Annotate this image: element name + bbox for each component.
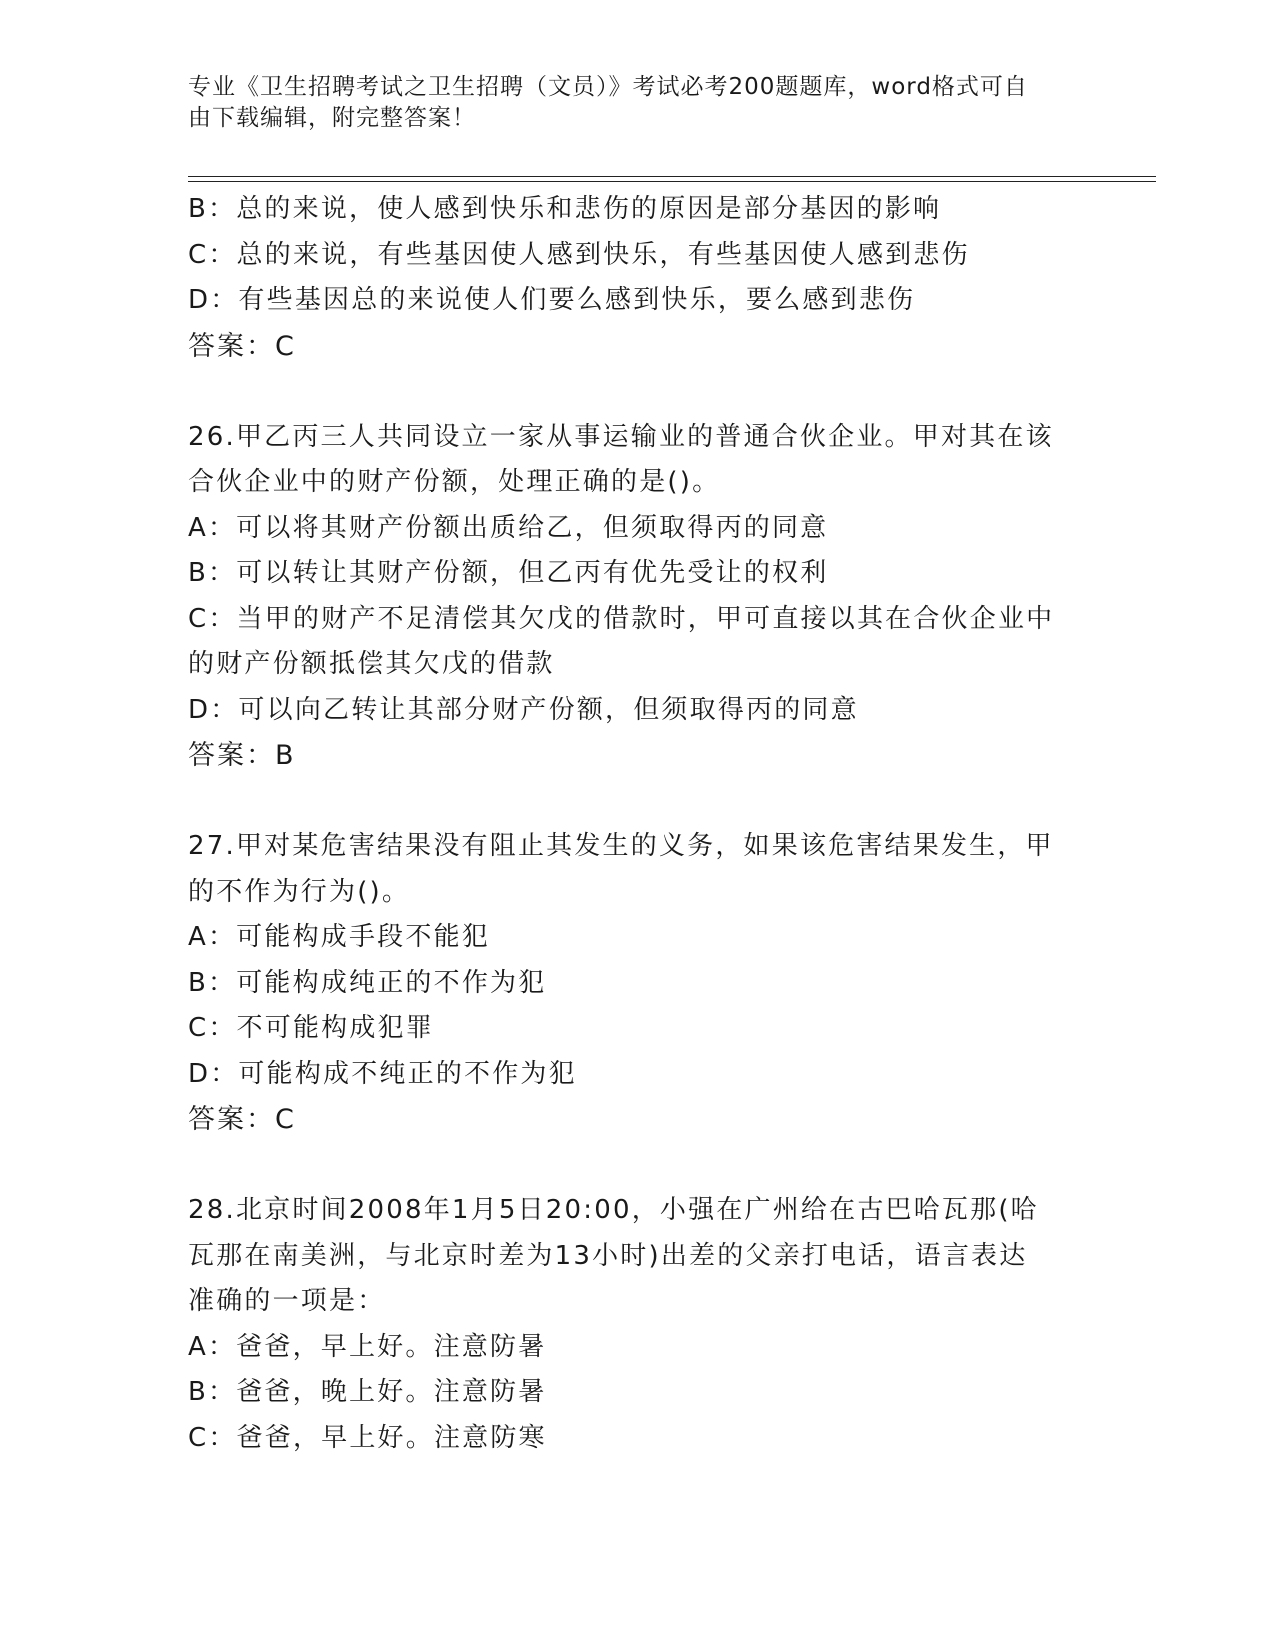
- question-28: [188, 1188, 1088, 1461]
- question-26: [188, 415, 1088, 779]
- page-header: [188, 72, 1088, 134]
- option-b: B：可能构成纯正的不作为犯: [188, 967, 547, 998]
- question-stem: 27.甲对某危害结果没有阻止其发生的义务，如果该危害结果发生，甲: [188, 831, 1054, 861]
- header-line-1: 专业《卫生招聘考试之卫生招聘（文员）》考试必考200题题库，word格式可自: [188, 74, 1028, 100]
- option-d: D：可以向乙转让其部分财产份额，但须取得丙的同意: [188, 694, 859, 725]
- spacer: [188, 369, 1088, 415]
- option-c: C：当甲的财产不足清偿其欠戊的借款时，甲可直接以其在合伙企业中: [188, 603, 1055, 634]
- option-c: C：总的来说，有些基因使人感到快乐，有些基因使人感到悲伤: [188, 239, 970, 270]
- option-c: C：不可能构成犯罪: [188, 1013, 434, 1043]
- option-b: B：总的来说，使人感到快乐和悲伤的原因是部分基因的影响: [188, 194, 942, 224]
- question-stem: 瓦那在南美洲，与北京时差为13小时)出差的父亲打电话，语言表达: [188, 1240, 1028, 1271]
- question-stem: 26.甲乙丙三人共同设立一家从事运输业的普通合伙企业。甲对其在该: [188, 421, 1054, 452]
- option-a: A：爸爸，早上好。注意防暑: [188, 1331, 547, 1362]
- question-list: [188, 187, 1088, 1461]
- answer-label: 答案：C: [188, 1104, 296, 1135]
- option-b: B：爸爸，晚上好。注意防暑: [188, 1377, 547, 1407]
- question-27: [188, 824, 1088, 1143]
- header-divider-top: [188, 176, 1156, 177]
- question-stem: 准确的一项是：: [188, 1286, 386, 1316]
- header-line-2: 由下载编辑，附完整答案！: [188, 105, 476, 131]
- question-25-tail: [188, 187, 1088, 369]
- question-stem: 的不作为行为()。: [188, 876, 411, 907]
- option-a: A：可以将其财产份额出质给乙，但须取得丙的同意: [188, 512, 829, 543]
- option-d: D：可能构成不纯正的不作为犯: [188, 1058, 577, 1089]
- option-c: C：爸爸，早上好。注意防寒: [188, 1422, 547, 1453]
- option-d: D：有些基因总的来说使人们要么感到快乐，要么感到悲伤: [188, 285, 916, 315]
- header-divider-bottom: [188, 181, 1156, 182]
- spacer: [188, 779, 1088, 825]
- spacer: [188, 1143, 1088, 1189]
- question-stem: 28.北京时间2008年1月5日20:00，小强在广州给在古巴哈瓦那(哈: [188, 1195, 1039, 1225]
- option-c-continued: 的财产份额抵偿其欠戊的借款: [188, 649, 555, 679]
- question-stem: 合伙企业中的财产份额，处理正确的是()。: [188, 467, 721, 497]
- answer-label: 答案：C: [188, 330, 296, 362]
- answer-label: 答案：B: [188, 740, 296, 771]
- option-b: B：可以转让其财产份额，但乙丙有优先受让的权利: [188, 558, 829, 588]
- option-a: A：可能构成手段不能犯: [188, 922, 490, 952]
